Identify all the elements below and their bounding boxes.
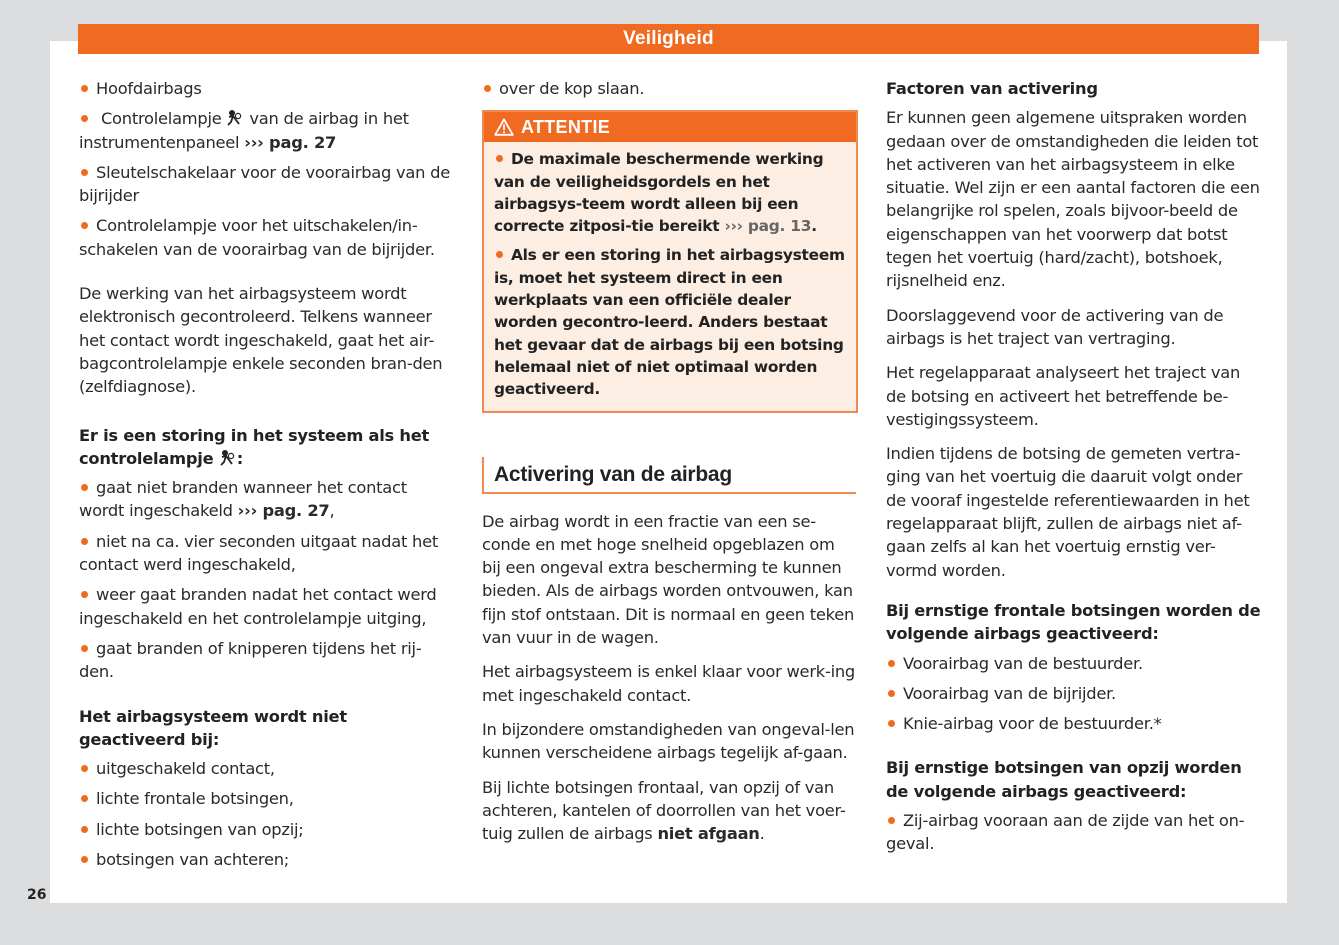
list-item: Voorairbag van de bijrijder. (886, 682, 1261, 705)
column-3 (886, 77, 1261, 863)
list-item: Knie-airbag voor de bestuurder.* (886, 712, 1261, 735)
list-item: lichte frontale botsingen, (79, 787, 454, 810)
paragraph: Doorslaggevend voor de activering van de airbags is het traject van vertraging. (886, 305, 1224, 348)
warning-header: ATTENTIE (484, 112, 856, 142)
list-item: Voorairbag van de bestuurder. (886, 652, 1261, 675)
list-item: Sleutelschakelaar voor de voorairbag van de bijrijder (79, 161, 454, 208)
list-item: gaat branden of knipperen tijdens het rij-den. (79, 637, 454, 684)
paragraph: Bij lichte botsingen frontaal, van opzij of van achteren, kantelen of doorrollen van het voer-tuig zullen de airbags niet afgaan. (482, 777, 846, 844)
list-item: over de kop slaan. (482, 77, 857, 100)
warning-body (484, 142, 856, 410)
paragraph: De werking van het airbagsysteem wordt elektronisch gecontroleerd. Telkens wanneer het contact wordt ingeschakeld, gaat het air-bagcontrolelampje enkele seconden bran-den (zelfdiagnose). (79, 284, 443, 397)
list-item: botsingen van achteren; (79, 848, 454, 871)
column-2 (482, 77, 857, 856)
page-reference-link[interactable]: ››› pag. 13 (724, 217, 812, 236)
warning-box (482, 110, 858, 412)
list-item: Controlelampje van de airbag in het instrumentenpaneel ››› pag. 27 (79, 107, 454, 154)
list-item: weer gaat branden nadat het contact werd ingeschakeld en het controlelampje uitging, (79, 583, 454, 630)
page-number: 26 (27, 887, 47, 903)
page-reference-link[interactable]: ››› pag. 27 (237, 501, 330, 521)
paragraph: Er kunnen geen algemene uitspraken worden gedaan over de omstandigheden die leiden tot het activeren van het airbagsysteem in elke situatie. Wel zijn er een aantal factoren die een belangrijke rol spelen, zoals bijvoor-beeld de eigenschappen van het voorwerp dat botst tegen het voertuig (hard/zacht), botshoek, rijsnelheid enz. (886, 108, 1260, 291)
list-item: Controlelampje voor het uitschakelen/in-schakelen van de voorairbag van de bijrijder. (79, 214, 454, 261)
section-title: Activering van de airbag (482, 457, 856, 494)
airbag-warning-icon (219, 449, 237, 466)
page-reference-link[interactable]: ››› pag. 27 (244, 132, 337, 152)
paragraph: De airbag wordt in een fractie van een se-conde en met hoge snelheid opgeblazen om bij een ongeval extra bescherming te kunnen bieden. Als de airbags worden ontvouwen, kan fijn stof ontstaan. Dit is normaal en geen teken van vuur in de wagen. (482, 511, 855, 648)
list-item: uitgeschakeld contact, (79, 757, 454, 780)
paragraph: Het regelapparaat analyseert het traject van de botsing en activeert het betreffende be-vestigingssysteem. (886, 363, 1241, 429)
section-header-bar: Veiligheid (78, 24, 1259, 54)
list-item: Zij-airbag vooraan aan de zijde van het on-geval. (886, 809, 1261, 856)
subheading: Factoren van activering (886, 79, 1098, 98)
subheading: Bij ernstige frontale botsingen worden de volgende airbags geactiveerd: (886, 600, 1261, 644)
subheading: Bij ernstige botsingen van opzij worden de volgende airbags geactiveerd: (886, 758, 1242, 801)
paragraph: Het airbagsysteem is enkel klaar voor werk-ing met ingeschakeld contact. (482, 662, 856, 705)
subheading: Het airbagsysteem wordt niet geactiveerd bij: (79, 706, 347, 749)
column-1 (79, 77, 454, 878)
warning-triangle-icon (494, 118, 514, 136)
list-item: Hoofdairbags (79, 77, 454, 100)
paragraph: Indien tijdens de botsing de gemeten vertra-ging van het voertuig die daaruit volgt onder de vooraf ingestelde referentiewaarden in het regelapparaat blijft, zullen de airbags niet af-gaan zelfs al kan het voertuig ernstig ver-vormd worden. (886, 444, 1250, 580)
list-item: niet na ca. vier seconden uitgaat nadat het contact werd ingeschakeld, (79, 530, 454, 577)
list-item: gaat niet branden wanneer het contact wordt ingeschakeld ››› pag. 27, (79, 476, 454, 523)
warning-item: De maximale beschermende werking van de veiligheidsgordels en het airbagsys-teem wordt alleen bij een correcte zitposi-tie bereikt ››› pag. 13. (494, 148, 846, 237)
list-item: lichte botsingen van opzij; (79, 818, 454, 841)
warning-item: Als er een storing in het airbagsysteem is, moet het systeem direct in een werkplaats van een officiële dealer worden gecontro-leerd. Anders bestaat het gevaar dat de airbags bij een botsing helemaal niet of niet optimaal worden geactiveerd. (494, 244, 846, 400)
subheading: Er is een storing in het systeem als het controlelampje : (79, 425, 430, 468)
airbag-warning-icon (226, 109, 244, 126)
paragraph: In bijzondere omstandigheden van ongeval-len kunnen verscheidene airbags tegelijk af-gaan. (482, 719, 855, 763)
